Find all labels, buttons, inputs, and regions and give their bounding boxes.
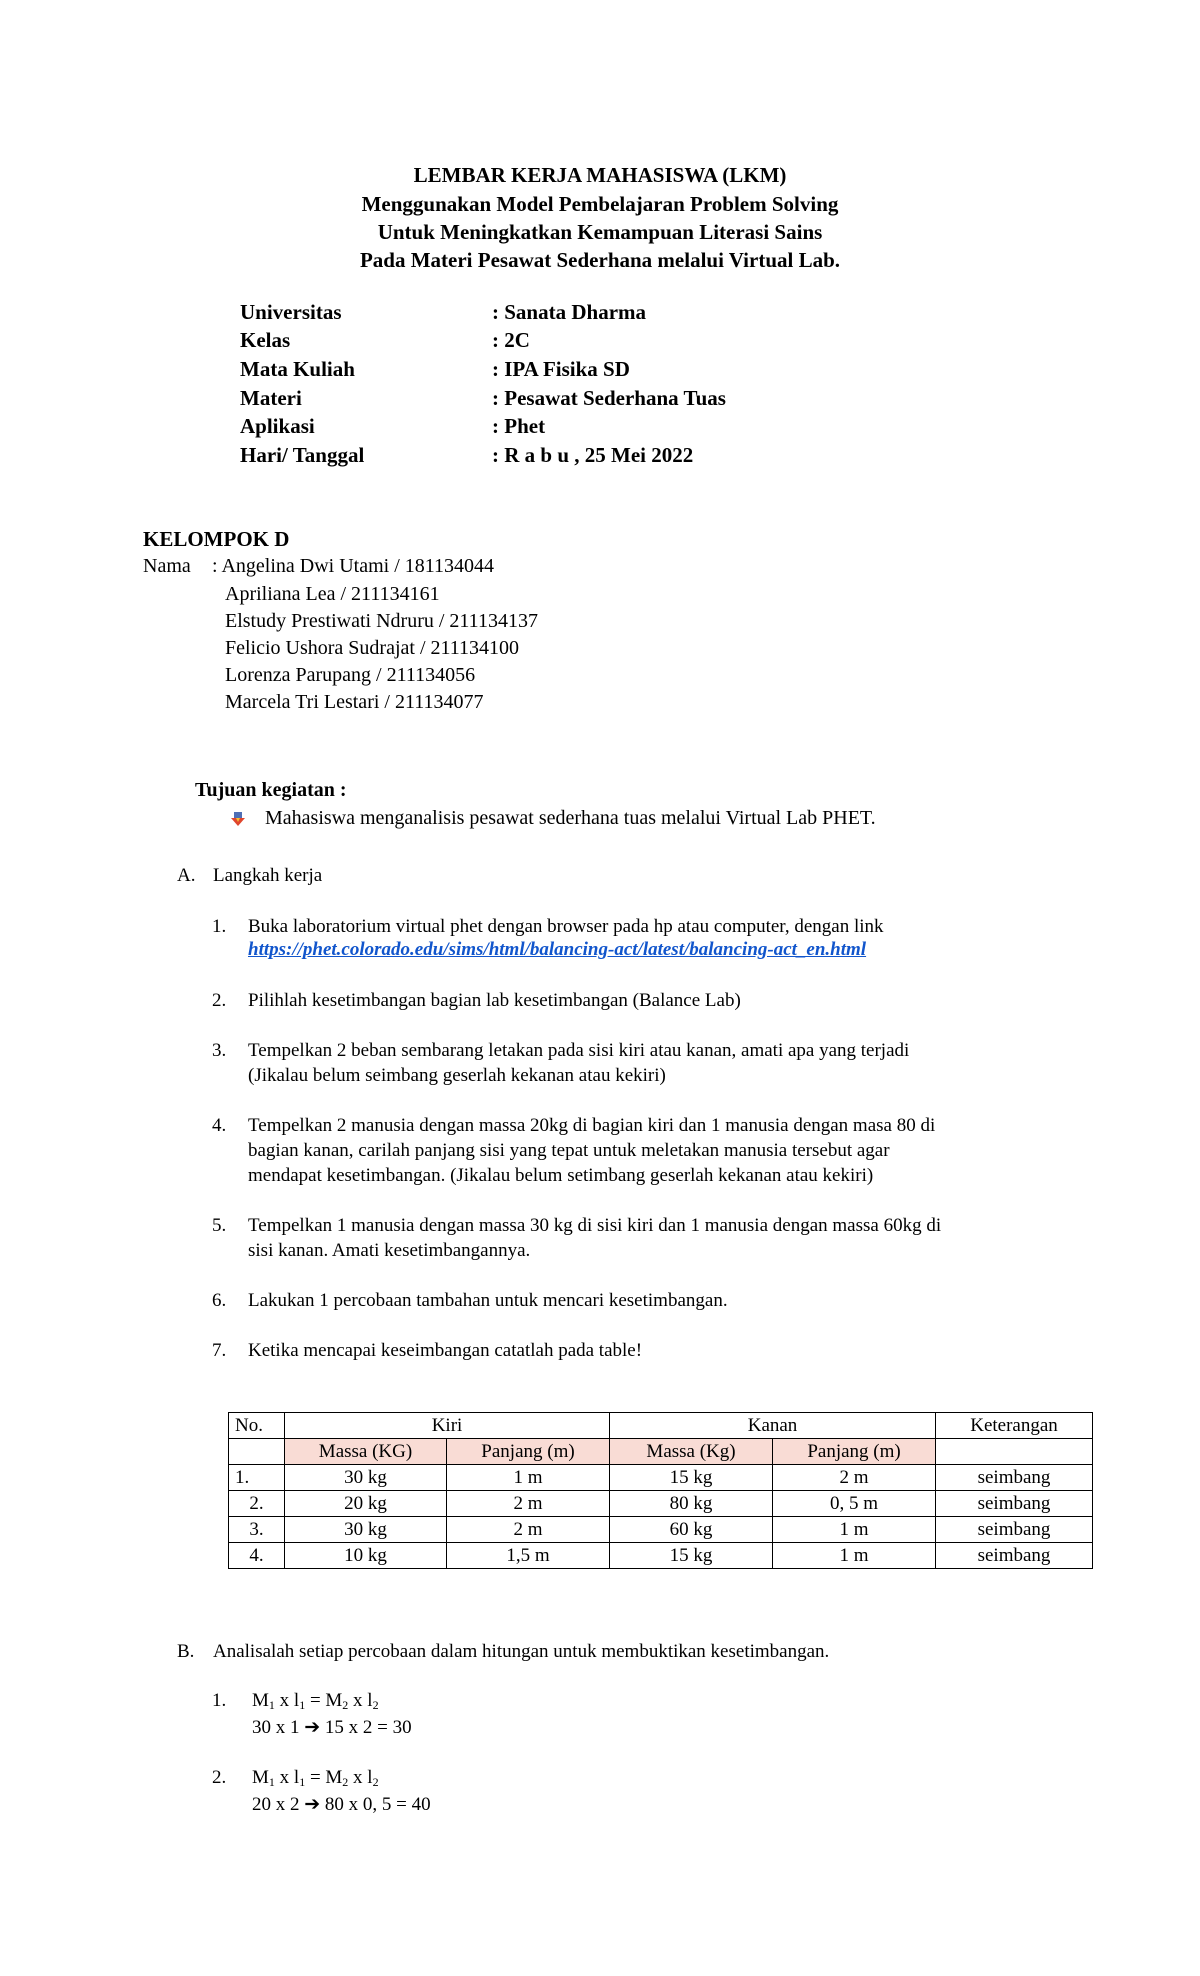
table-cell: 0, 5 m [773, 1491, 936, 1517]
formula-text: M [252, 1690, 269, 1711]
goal-title: Tujuan kegiatan : [195, 779, 347, 801]
section-a-title: Langkah kerja [213, 865, 323, 886]
table-cell: 20 kg [285, 1491, 447, 1517]
step-4-line-2: bagian kanan, carilah panjang sisi yang tepat untuk meletakan manusia tersebut agar [248, 1140, 890, 1161]
table-cell: 1 m [447, 1465, 610, 1491]
formula-text: x l [274, 1767, 300, 1788]
formula-sub: 1 [268, 1775, 275, 1789]
table-cell: seimbang [936, 1517, 1093, 1543]
table-cell: 3. [229, 1517, 285, 1543]
info-label-materi: Materi [240, 386, 302, 410]
table-cell: seimbang [936, 1543, 1093, 1569]
step-7-text: Ketika mencapai keseimbangan catatlah pada table! [248, 1340, 643, 1361]
step-4-number: 4. [212, 1115, 227, 1136]
analysis-1-number: 1. [212, 1690, 227, 1711]
info-value-materi: : Pesawat Sederhana Tuas [492, 386, 726, 410]
arrow-right-icon: ➔ [304, 1717, 321, 1738]
section-b-letter: B. [177, 1641, 195, 1662]
subheader-panjang-kanan: Panjang (m) [773, 1439, 936, 1465]
table-cell: 2 m [773, 1465, 936, 1491]
table-row [229, 1543, 1093, 1569]
table-cell: 1 m [773, 1517, 936, 1543]
info-label-universitas: Universitas [240, 300, 342, 324]
info-label-aplikasi: Aplikasi [240, 414, 315, 438]
table-cell: 2 m [447, 1517, 610, 1543]
subheader-empty [229, 1439, 285, 1465]
subheader-empty [936, 1439, 1093, 1465]
calc-right: 15 x 2 = 30 [320, 1717, 412, 1738]
member-5: Lorenza Parupang / 211134056 [225, 664, 476, 686]
step-4-line-1: Tempelkan 2 manusia dengan massa 20kg di bagian kiri dan 1 manusia dengan masa 80 di [248, 1115, 936, 1136]
table-cell: 60 kg [610, 1517, 773, 1543]
header-kanan: Kanan [610, 1413, 936, 1439]
step-3-line-1: Tempelkan 2 beban sembarang letakan pada sisi kiri atau kanan, amati apa yang terjadi [248, 1040, 910, 1061]
info-value-tanggal: : R a b u , 25 Mei 2022 [492, 443, 694, 467]
doc-subtitle-3: Pada Materi Pesawat Sederhana melalui Virtual Lab. [359, 248, 841, 272]
header-keterangan: Keterangan [936, 1413, 1093, 1439]
section-b-title: Analisalah setiap percobaan dalam hitungan untuk membuktikan kesetimbangan. [213, 1641, 830, 1662]
table-cell: 10 kg [285, 1543, 447, 1569]
analysis-2-calc [252, 1793, 431, 1816]
subheader-massa-kiri: Massa (KG) [285, 1439, 447, 1465]
step-4-line-3: mendapat kesetimbangan. (Jikalau belum setimbang geserlah kekanan atau kekiri) [248, 1165, 874, 1186]
info-value-kelas: : 2C [492, 328, 530, 352]
results-table [228, 1412, 1093, 1569]
section-a-letter: A. [177, 865, 196, 886]
member-6: Marcela Tri Lestari / 211134077 [225, 691, 484, 713]
table-cell: 1. [229, 1465, 285, 1491]
table-cell: 80 kg [610, 1491, 773, 1517]
info-value-mata-kuliah: : IPA Fisika SD [492, 357, 630, 381]
doc-subtitle-1: Menggunakan Model Pembelajaran Problem Solving [361, 192, 839, 216]
formula-text: x l [274, 1690, 300, 1711]
group-title: KELOMPOK D [143, 527, 290, 551]
table-cell: 4. [229, 1543, 285, 1569]
step-6-text: Lakukan 1 percobaan tambahan untuk mencari kesetimbangan. [248, 1290, 728, 1311]
phet-link[interactable]: https://phet.colorado.edu/sims/html/balancing-act/latest/balancing-act_en.html [248, 939, 867, 960]
table-cell: 2. [229, 1491, 285, 1517]
table-cell: 15 kg [610, 1543, 773, 1569]
member-4: Felicio Ushora Sudrajat / 211134100 [225, 637, 520, 659]
step-1-number: 1. [212, 916, 227, 937]
header-kiri: Kiri [285, 1413, 610, 1439]
formula-text: = M [305, 1767, 343, 1788]
formula-sub: 2 [342, 1775, 349, 1789]
step-5-number: 5. [212, 1215, 227, 1236]
table-row [229, 1465, 1093, 1491]
info-value-aplikasi: : Phet [492, 414, 546, 438]
step-5-line-2: sisi kanan. Amati kesetimbangannya. [248, 1240, 531, 1261]
formula-sub: 1 [268, 1698, 275, 1712]
info-label-mata-kuliah: Mata Kuliah [240, 357, 355, 381]
table-cell: 30 kg [285, 1465, 447, 1491]
doc-title: LEMBAR KERJA MAHASISWA (LKM) [413, 163, 787, 187]
formula-text: = M [305, 1690, 343, 1711]
step-7-number: 7. [212, 1340, 227, 1361]
formula-sub: 1 [299, 1698, 306, 1712]
header-no: No. [229, 1413, 285, 1439]
step-2-number: 2. [212, 990, 227, 1011]
table-cell: 15 kg [610, 1465, 773, 1491]
analysis-2-formula [252, 1767, 379, 1790]
analysis-1-formula [252, 1690, 379, 1713]
calc-left: 30 x 1 [252, 1717, 305, 1738]
table-cell: 1,5 m [447, 1543, 610, 1569]
step-6-number: 6. [212, 1290, 227, 1311]
name-label: Nama [143, 555, 191, 577]
info-label-kelas: Kelas [240, 328, 291, 352]
formula-sub: 1 [299, 1775, 306, 1789]
formula-sub: 2 [342, 1698, 349, 1712]
info-value-universitas: : Sanata Dharma [492, 300, 647, 324]
step-1-text: Buka laboratorium virtual phet dengan browser pada hp atau computer, dengan link [248, 916, 884, 937]
table-cell: 1 m [773, 1543, 936, 1569]
subheader-massa-kanan: Massa (Kg) [610, 1439, 773, 1465]
subheader-panjang-kiri: Panjang (m) [447, 1439, 610, 1465]
table-row [229, 1517, 1093, 1543]
arrow-right-icon: ➔ [304, 1794, 321, 1815]
doc-subtitle-2: Untuk Meningkatkan Kemampuan Literasi Sains [377, 220, 823, 244]
formula-text: x l [348, 1690, 373, 1711]
member-1: : Angelina Dwi Utami / 181134044 [212, 555, 495, 577]
formula-text: x l [348, 1767, 373, 1788]
table-row [229, 1491, 1093, 1517]
formula-sub: 2 [372, 1698, 379, 1712]
table-cell: 30 kg [285, 1517, 447, 1543]
table-cell: seimbang [936, 1491, 1093, 1517]
calc-left: 20 x 2 [252, 1794, 305, 1815]
step-3-number: 3. [212, 1040, 227, 1061]
table-subheader-row [229, 1439, 1093, 1465]
info-label-tanggal: Hari/ Tanggal [240, 443, 365, 467]
table-cell: seimbang [936, 1465, 1093, 1491]
formula-text: M [252, 1767, 269, 1788]
formula-sub: 2 [372, 1775, 379, 1789]
calc-right: 80 x 0, 5 = 40 [320, 1794, 431, 1815]
step-2-text: Pilihlah kesetimbangan bagian lab kesetimbangan (Balance Lab) [248, 990, 741, 1011]
member-3: Elstudy Prestiwati Ndruru / 211134137 [225, 610, 538, 632]
member-2: Apriliana Lea / 211134161 [225, 583, 440, 605]
analysis-2-number: 2. [212, 1767, 227, 1788]
arrow-bullet-icon [230, 811, 246, 827]
analysis-1-calc [252, 1716, 412, 1739]
table-header-row [229, 1413, 1093, 1439]
step-3-line-2: (Jikalau belum seimbang geserlah kekanan atau kekiri) [248, 1065, 666, 1086]
step-5-line-1: Tempelkan 1 manusia dengan massa 30 kg di sisi kiri dan 1 manusia dengan massa 60kg di [248, 1215, 942, 1236]
goal-item: Mahasiswa menganalisis pesawat sederhana tuas melalui Virtual Lab PHET. [265, 807, 876, 829]
table-cell: 2 m [447, 1491, 610, 1517]
